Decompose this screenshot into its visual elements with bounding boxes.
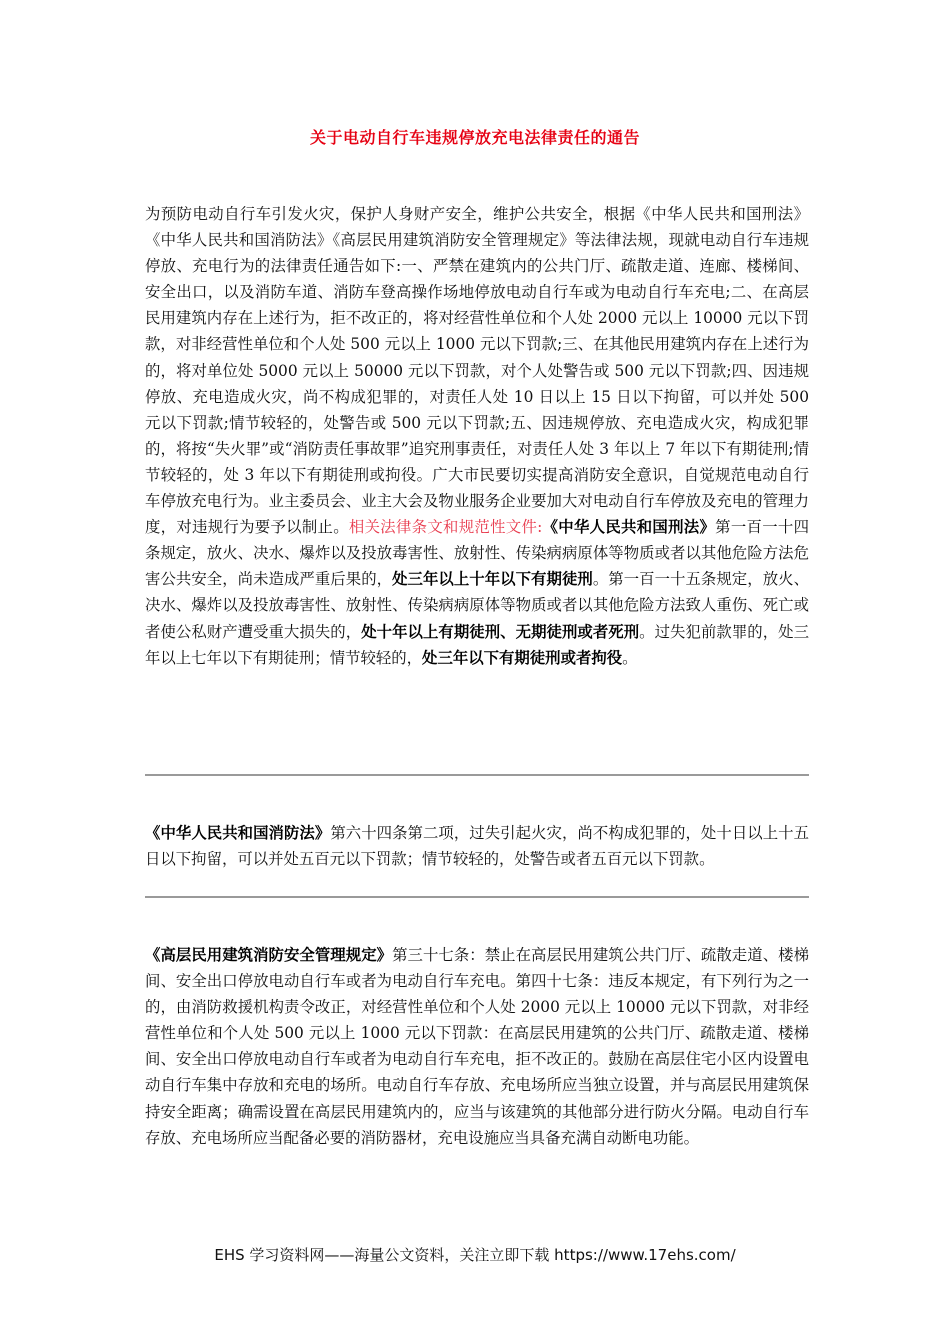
criminal-law-text-2: 。第一百一十五条规定，放火、决水、爆炸以及投放毒害性、放射性、传染病病原体等物质或者以其他危险方法致人重伤、死亡或者使公私财产遭受重大损失的，	[145, 570, 809, 641]
highrise-regulation-text: 第三十七条：禁止在高层民用建筑公共门厅、疏散走道、楼梯间、安全出口停放电动自行车或者为电动自行车充电。第四十七条：违反本规定，有下列行为之一的，由消防救援机构责令改正，对经营性单位和个人处 2000 元以上 10000 元以下罚款，对非经营性单位和个人处 500 元以上 1000 元以下罚款：在高层民用建筑的公共门厅、疏散走道、楼梯间、安全出口停放电动自行车或者为电动自行车充电，拒不改正的。鼓励在高层住宅小区内设置电动自行车集中存放和充电的场所。电动自行车存放、充电场所应当独立设置，并与高层民用建筑保持安全距离；确需设置在高层民用建筑内的，应当与该建筑的其他部分进行防火分隔。电动自行车存放、充电场所应当配备必要的消防器材，充电设施应当具备充满自动断电功能。	[145, 946, 809, 1147]
criminal-law-bold-2: 处十年以上有期徒刑、无期徒刑或者死刑	[361, 622, 640, 641]
fire-law-paragraph	[145, 820, 809, 872]
section-divider-1	[145, 774, 809, 776]
footer-watermark-text: EHS 学习资料网——海量公文资料，关注立即下载 https://www.17ehs.com/	[214, 1246, 736, 1264]
criminal-law-bold-3: 处三年以下有期徒刑或者拘役	[422, 648, 623, 667]
criminal-law-bold-1: 处三年以上十年以下有期徒刑	[392, 570, 593, 589]
intro-paragraph	[145, 201, 809, 671]
section-divider-2	[145, 896, 809, 898]
highrise-regulation-name: 《高层民用建筑消防安全管理规定》	[145, 946, 393, 964]
criminal-law-name: 《中华人民共和国刑法》	[542, 518, 716, 537]
fire-law-text: 第六十四条第二项，过失引起火灾，尚不构成犯罪的，处十日以上十五日以下拘留，可以并处五百元以下罚款；情节较轻的，处警告或者五百元以下罚款。	[145, 824, 809, 869]
notice-title: 关于电动自行车违规停放充电法律责任的通告	[309, 128, 640, 147]
criminal-law-text-3: 。过失犯前款罪的，处三年以上七年以下有期徒刑；情节较轻的，	[145, 622, 809, 667]
fire-law-name: 《中华人民共和国消防法》	[145, 824, 331, 842]
criminal-law-text-1: 第一百一十四条规定，放火、决水、爆炸以及投放毒害性、放射性、传染病病原体等物质或者以其他危险方法危害公共安全，尚未造成严重后果的，	[145, 518, 809, 589]
highrise-regulation-paragraph	[145, 942, 809, 1151]
related-laws-label: 相关法律条文和规范性文件:	[348, 518, 543, 537]
intro-text: 为预防电动自行车引发火灾，保护人身财产安全，维护公共安全，根据《中华人民共和国刑法》《中华人民共和国消防法》《高层民用建筑消防安全管理规定》等法律法规，现就电动自行车违规停放、充电行为的法律责任通告如下:一、严禁在建筑内的公共门厅、疏散走道、连廊、楼梯间、安全出口，以及消防车道、消防车登高操作场地停放电动自行车或为电动自行车充电;二、在高层民用建筑内存在上述行为，拒不改正的，将对经营性单位和个人处 2000 元以上 10000 元以下罚款，对非经营性单位和个人处 500 元以上 1000 元以下罚款;三、在其他民用建筑内存在上述行为的，将对单位处 5000 元以上 50000 元以下罚款，对个人处警告或 500 元以下罚款;四、因违规停放、充电造成火灾，尚不构成犯罪的，对责任人处 10 日以上 15 日以下拘留，可以并处 500 元以下罚款;情节较轻的，处警告或 500 元以下罚款;五、因违规停放、充电造成火灾，构成犯罪的，将按“失火罪”或“消防责任事故罪”追究刑事责任，对责任人处 3 年以上 7 年以下有期徒刑;情节较轻的，处 3 年以下有期徒刑或拘役。广大市民要切实提高消防安全意识，自觉规范电动自行车停放充电行为。业主委员会、业主大会及物业服务企业要加大对电动自行车停放及充电的管理力度，对违规行为要予以制止。	[145, 205, 809, 537]
criminal-law-text-4: 。	[622, 648, 638, 667]
